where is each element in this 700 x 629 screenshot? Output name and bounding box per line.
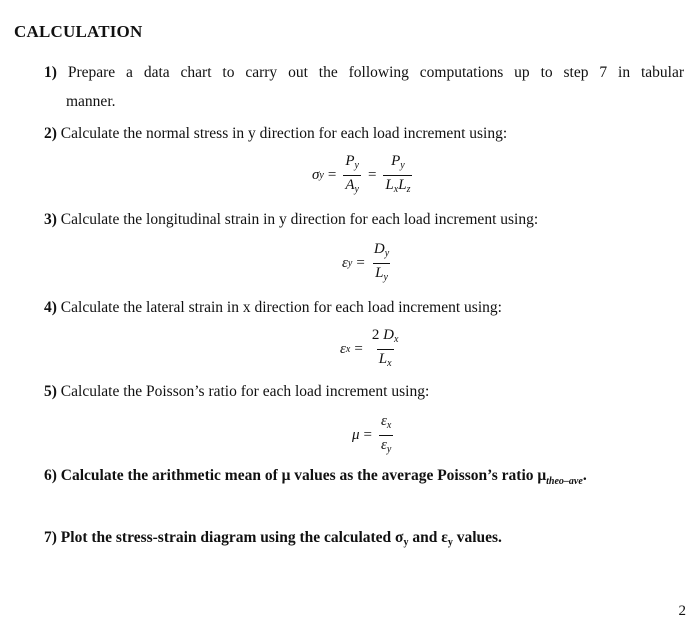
step-text: Prepare a data chart to carry out the following computations up to step 7 in tabular: [67, 64, 685, 81]
step-7: [44, 528, 502, 553]
fraction: $\frac{P_y}{A_y}$: [343, 152, 361, 199]
step-number: 4): [44, 299, 57, 316]
fraction: $\frac{\varepsilon_x}{\varepsilon_y}$: [379, 412, 393, 459]
step-1: [44, 63, 684, 83]
step-1-continuation: manner.: [66, 93, 116, 110]
step-number: 6): [44, 467, 57, 484]
step-text: Calculate the arithmetic mean of μ values as the average Poisson’s ratio $\mu_{theo-ave}$.: [60, 467, 587, 487]
step-text: Calculate the normal stress in y direction for each load increment using:: [60, 125, 508, 142]
poissons-ratio-formula: μ = $\frac{\varepsilon_x}{\varepsilon_y}$: [352, 412, 396, 459]
step-number: 2): [44, 125, 57, 142]
section-heading: CALCULATION: [14, 22, 143, 41]
step-number: 1): [44, 64, 57, 81]
step-number: 5): [44, 383, 57, 400]
step-5: [44, 382, 429, 402]
step-2: [44, 124, 507, 144]
step-text: Plot the stress-strain diagram using the calculated $\sigma_y$ and $\varepsilon_y$ values.: [60, 529, 502, 548]
step-4: [44, 298, 502, 318]
step-text: Calculate the lateral strain in x direction for each load increment using:: [60, 299, 502, 316]
step-number: 3): [44, 211, 57, 228]
lateral-strain-formula: ε x = $\frac{2 D_x}{L_x}$: [340, 326, 403, 373]
step-6: [44, 466, 587, 492]
fraction: $\frac{P_y}{L_xL_z}$: [383, 152, 412, 199]
step-number: 7): [44, 529, 57, 546]
step-text: Calculate the longitudinal strain in y direction for each load increment using:: [60, 211, 539, 228]
page-number: 2: [678, 603, 686, 619]
step-text: Calculate the Poisson’s ratio for each load increment using:: [60, 383, 430, 400]
fraction: $\frac{2 D_x}{L_x}$: [370, 326, 401, 373]
longitudinal-strain-formula: ε y = $\frac{D_y}{L_y}$: [342, 240, 394, 287]
normal-stress-formula: σ y = $\frac{P_y}{A_y}$ = $\frac{P_y}{L_xL_z}$: [312, 152, 415, 199]
step-3: [44, 210, 538, 230]
fraction: $\frac{D_y}{L_y}$: [372, 240, 391, 287]
